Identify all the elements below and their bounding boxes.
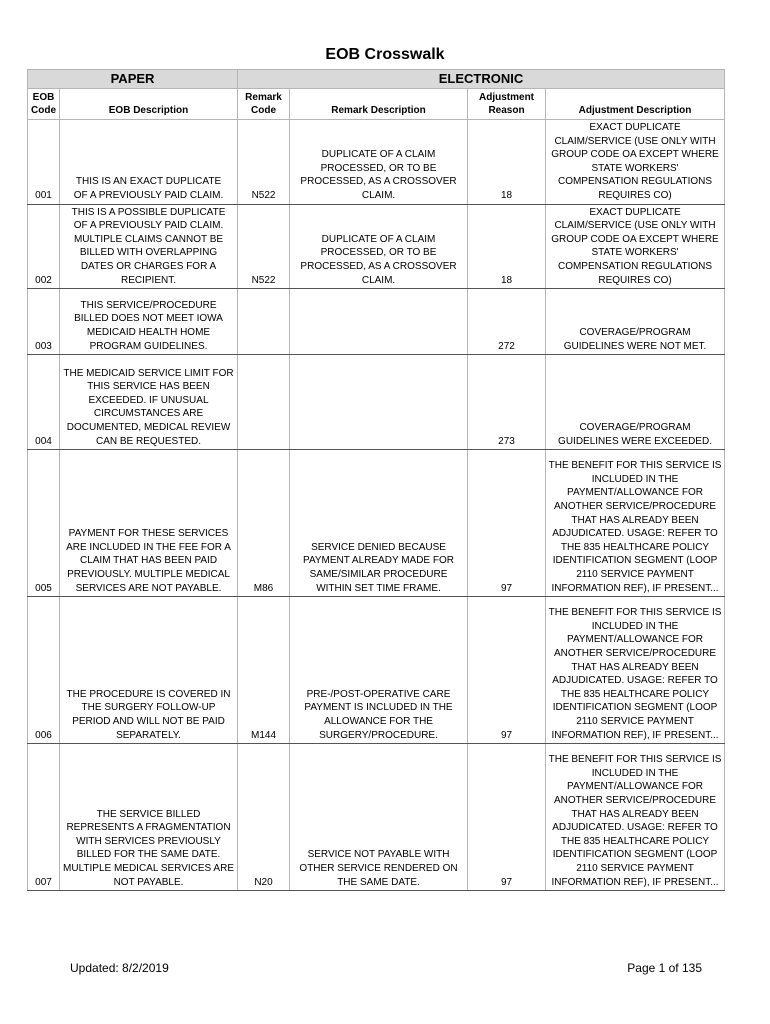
- column-header-remark-description: Remark Description: [290, 89, 468, 120]
- remark-description-cell: SERVICE NOT PAYABLE WITH OTHER SERVICE RENDERED ON THE SAME DATE.: [290, 744, 468, 891]
- eob-crosswalk-table: [27, 69, 725, 891]
- remark-code-cell: M144: [238, 597, 290, 744]
- column-header-remark-code: Remark Code: [238, 89, 290, 120]
- table-row: [28, 204, 725, 289]
- adjustment-description-cell: THE BENEFIT FOR THIS SERVICE IS INCLUDED IN THE PAYMENT/ALLOWANCE FOR ANOTHER SERVICE/PROCEDURE THAT HAS ALREADY BEEN ADJUDICATED. USAGE: REFER TO THE 835 HEALTHCARE POLICY IDENTIFICATION SEGMENT (LOOP 2110 SERVICE PAYMENT INFORMATION REF), IF PRESENT...: [546, 744, 725, 891]
- remark-code-cell: [238, 355, 290, 450]
- eob-description-cell: THIS IS AN EXACT DUPLICATE OF A PREVIOUSLY PAID CLAIM.: [60, 120, 238, 205]
- table-row: [28, 289, 725, 355]
- remark-description-cell: SERVICE DENIED BECAUSE PAYMENT ALREADY MADE FOR SAME/SIMILAR PROCEDURE WITHIN SET TIME FRAME.: [290, 450, 468, 597]
- adjustment-description-cell: COVERAGE/PROGRAM GUIDELINES WERE EXCEEDED.: [546, 355, 725, 450]
- adjustment-description-cell: THE BENEFIT FOR THIS SERVICE IS INCLUDED IN THE PAYMENT/ALLOWANCE FOR ANOTHER SERVICE/PROCEDURE THAT HAS ALREADY BEEN ADJUDICATED. USAGE: REFER TO THE 835 HEALTHCARE POLICY IDENTIFICATION SEGMENT (LOOP 2110 SERVICE PAYMENT INFORMATION REF), IF PRESENT...: [546, 450, 725, 597]
- remark-description-cell: DUPLICATE OF A CLAIM PROCESSED, OR TO BE PROCESSED, AS A CROSSOVER CLAIM.: [290, 120, 468, 205]
- eob-description-cell: THE PROCEDURE IS COVERED IN THE SURGERY FOLLOW-UP PERIOD AND WILL NOT BE PAID SEPARATELY.: [60, 597, 238, 744]
- eob-code-cell: 003: [28, 289, 60, 355]
- eob-description-cell: PAYMENT FOR THESE SERVICES ARE INCLUDED IN THE FEE FOR A CLAIM THAT HAS BEEN PAID PREVIOUSLY. MULTIPLE MEDICAL SERVICES ARE NOT PAYABLE.: [60, 450, 238, 597]
- table-row: [28, 597, 725, 744]
- eob-code-cell: 004: [28, 355, 60, 450]
- remark-code-cell: [238, 289, 290, 355]
- eob-description-cell: THE MEDICAID SERVICE LIMIT FOR THIS SERVICE HAS BEEN EXCEEDED. IF UNUSUAL CIRCUMSTANCES ARE DOCUMENTED, MEDICAL REVIEW CAN BE REQUESTED.: [60, 355, 238, 450]
- eob-code-cell: 002: [28, 204, 60, 289]
- eob-description-cell: THIS IS A POSSIBLE DUPLICATE OF A PREVIOUSLY PAID CLAIM. MULTIPLE CLAIMS CANNOT BE BILLED WITH OVERLAPPING DATES OR CHARGES FOR A RECIPIENT.: [60, 204, 238, 289]
- table-row: [28, 355, 725, 450]
- adjustment-description-cell: EXACT DUPLICATE CLAIM/SERVICE (USE ONLY WITH GROUP CODE OA EXCEPT WHERE STATE WORKERS' COMPENSATION REGULATIONS REQUIRES CO): [546, 120, 725, 205]
- remark-code-cell: N20: [238, 744, 290, 891]
- adjustment-reason-cell: 272: [468, 289, 546, 355]
- remark-description-cell: PRE-/POST-OPERATIVE CARE PAYMENT IS INCLUDED IN THE ALLOWANCE FOR THE SURGERY/PROCEDURE.: [290, 597, 468, 744]
- adjustment-description-cell: COVERAGE/PROGRAM GUIDELINES WERE NOT MET.: [546, 289, 725, 355]
- footer-page-number: Page 1 of 135: [627, 961, 702, 975]
- adjustment-description-cell: EXACT DUPLICATE CLAIM/SERVICE (USE ONLY WITH GROUP CODE OA EXCEPT WHERE STATE WORKERS' COMPENSATION REGULATIONS REQUIRES CO): [546, 204, 725, 289]
- remark-code-cell: N522: [238, 204, 290, 289]
- adjustment-reason-cell: 97: [468, 744, 546, 891]
- remark-description-cell: [290, 289, 468, 355]
- remark-code-cell: M86: [238, 450, 290, 597]
- adjustment-reason-cell: 97: [468, 450, 546, 597]
- eob-code-cell: 007: [28, 744, 60, 891]
- column-header-eob-code: EOB Code: [28, 89, 60, 120]
- table-row: [28, 450, 725, 597]
- table-row: [28, 120, 725, 205]
- adjustment-description-cell: THE BENEFIT FOR THIS SERVICE IS INCLUDED IN THE PAYMENT/ALLOWANCE FOR ANOTHER SERVICE/PROCEDURE THAT HAS ALREADY BEEN ADJUDICATED. USAGE: REFER TO THE 835 HEALTHCARE POLICY IDENTIFICATION SEGMENT (LOOP 2110 SERVICE PAYMENT INFORMATION REF), IF PRESENT...: [546, 597, 725, 744]
- column-header-adjustment-reason: Adjustment Reason: [468, 89, 546, 120]
- group-header-paper: PAPER: [28, 70, 238, 89]
- footer-updated-date: Updated: 8/2/2019: [70, 961, 169, 975]
- eob-code-cell: 001: [28, 120, 60, 205]
- eob-description-cell: THIS SERVICE/PROCEDURE BILLED DOES NOT MEET IOWA MEDICAID HEALTH HOME PROGRAM GUIDELINES.: [60, 289, 238, 355]
- eob-description-cell: THE SERVICE BILLED REPRESENTS A FRAGMENTATION WITH SERVICES PREVIOUSLY BILLED FOR THE SAME DATE. MULTIPLE MEDICAL SERVICES ARE NOT PAYABLE.: [60, 744, 238, 891]
- remark-description-cell: [290, 355, 468, 450]
- group-header-electronic: ELECTRONIC: [238, 70, 725, 89]
- eob-code-cell: 006: [28, 597, 60, 744]
- column-header-adjustment-description: Adjustment Description: [546, 89, 725, 120]
- adjustment-reason-cell: 18: [468, 120, 546, 205]
- remark-description-cell: DUPLICATE OF A CLAIM PROCESSED, OR TO BE PROCESSED, AS A CROSSOVER CLAIM.: [290, 204, 468, 289]
- table-row: [28, 744, 725, 891]
- column-header-eob-description: EOB Description: [60, 89, 238, 120]
- eob-code-cell: 005: [28, 450, 60, 597]
- adjustment-reason-cell: 273: [468, 355, 546, 450]
- adjustment-reason-cell: 97: [468, 597, 546, 744]
- remark-code-cell: N522: [238, 120, 290, 205]
- page-title: EOB Crosswalk: [325, 46, 445, 63]
- adjustment-reason-cell: 18: [468, 204, 546, 289]
